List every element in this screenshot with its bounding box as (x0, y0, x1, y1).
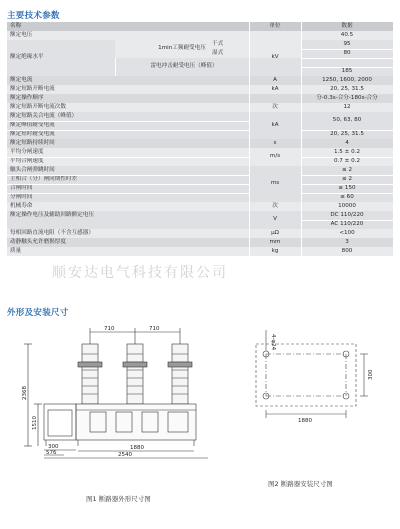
row-name: 额定短路开断电流 (10, 85, 55, 92)
timing-value4: ≤ 60 (340, 193, 354, 200)
fig1-dim-2368: 2368 (22, 386, 28, 400)
insulation-sub1: 1min工频耐受电压 (158, 45, 206, 52)
aux-voltage-value1: DC 110/220 (330, 211, 364, 218)
speed-value1: 1.5 ± 0.2 (333, 148, 361, 155)
fig1-dim-710a: 710 (104, 326, 115, 332)
speed-value2: 0.7 ± 0.2 (333, 157, 361, 164)
table-row (7, 103, 393, 112)
aux-voltage-block (7, 211, 393, 229)
insulation-unit: kV (271, 54, 279, 61)
insulation-block (7, 40, 393, 76)
fig1-dim-1880: 1880 (130, 445, 144, 451)
row-value: 20, 25, 31.5 (330, 85, 364, 92)
insulation-lightning-value: 185 (341, 67, 353, 74)
timing-name1: 触头合闸弹跳时间 (10, 166, 55, 173)
making-name3: 额定短时耐受电流 (10, 130, 55, 137)
row-value: 10000 (338, 202, 356, 209)
timing-value2: ≤ 2 (341, 175, 353, 182)
table-row (7, 229, 393, 238)
row-value: 分-0.3s-合分-180s-合分 (316, 94, 378, 101)
row-value: 1250, 1600, 2000 (322, 76, 372, 83)
fig2-dim-hole: 4-φ24 (270, 334, 276, 351)
making-value12: 50, 63, 80 (332, 117, 362, 124)
row-unit: mm (269, 238, 281, 245)
fig1-caption: 图1 断路器外形尺寸图 (86, 495, 151, 503)
row-name: 质量 (10, 247, 22, 254)
timing-block (7, 166, 393, 202)
fig2-dim-1880: 1880 (298, 418, 312, 424)
fig1-dim-576: 576 (46, 450, 57, 456)
making-unit: kA (271, 121, 279, 128)
timing-value3: ≤ 150 (338, 184, 356, 191)
table-row (7, 139, 393, 148)
row-unit: s (273, 139, 277, 146)
timing-name2: 主相合（分）闸同期性时差 (10, 175, 78, 182)
speed-name2: 平均合闸速度 (10, 157, 44, 164)
row-value: 3 (345, 238, 349, 245)
row-name: 额定短路持续时间 (10, 139, 55, 146)
insulation-sub2: 雷电冲击耐受电压（峰值） (150, 63, 218, 70)
fig2-dim-300: 300 (368, 369, 374, 380)
row-name: 动静触头允许磨损厚度 (10, 238, 66, 245)
timing-value1: ≤ 2 (341, 166, 353, 173)
table-row (7, 85, 393, 94)
section-title-dimensions: 外形及安装尺寸 (7, 308, 69, 318)
aux-voltage-unit: V (273, 216, 277, 223)
table-row (7, 202, 393, 211)
row-name: 额定操作顺序 (10, 94, 44, 101)
making-block (7, 112, 393, 139)
section-title-specs: 主要技术参数 (7, 11, 60, 21)
table-row (7, 31, 393, 40)
row-value: 12 (343, 103, 351, 110)
row-unit: kA (271, 85, 279, 92)
timing-name3: 合闸时间 (10, 184, 33, 191)
fig1-outline-drawing (18, 322, 228, 462)
speed-name1: 平均分闸速度 (10, 148, 44, 155)
fig1-dim-300: 300 (48, 444, 59, 450)
insulation-wet-value: 80 (343, 49, 351, 56)
insulation-dry: 干式 (212, 40, 224, 47)
table-row (7, 76, 393, 85)
fig1-dim-710b: 710 (149, 326, 160, 332)
table-row (7, 238, 393, 247)
row-unit: kg (271, 247, 279, 254)
row-name: 每相回路直流电阻（不含互感器） (10, 229, 94, 236)
row-name: 额定短路开断电流次数 (10, 103, 66, 110)
aux-voltage-value2: AC 110/220 (330, 220, 364, 227)
watermark-text: 顺安达电气科技有限公司 (52, 265, 228, 281)
table-row (7, 94, 393, 103)
making-value3: 20, 25, 31.5 (330, 130, 364, 137)
row-unit: 次 (272, 202, 278, 209)
timing-unit: ms (270, 180, 280, 187)
table-row (7, 247, 393, 256)
row-unit: μΩ (271, 229, 279, 236)
header-name: 名称 (10, 22, 22, 29)
making-name1: 额定短路关合电流（峰值） (10, 112, 78, 119)
fig1-dim-2540: 2540 (118, 452, 132, 458)
fig2-caption: 图2 断路器安装尺寸图 (268, 480, 333, 488)
row-unit: 次 (272, 103, 278, 110)
insulation-dry-value: 95 (343, 40, 351, 47)
insulation-label: 额定绝缘水平 (10, 54, 44, 61)
row-value: <100 (339, 229, 355, 236)
row-value: 4 (345, 139, 349, 146)
row-name: 额定电压 (10, 31, 33, 38)
row-unit: A (273, 76, 277, 83)
speed-block (7, 148, 393, 166)
speed-unit: m/s (269, 153, 281, 160)
row-name: 机械寿命 (10, 202, 33, 209)
row-name: 额定电流 (10, 76, 33, 83)
header-value: 数据 (341, 22, 353, 29)
table-header (7, 22, 393, 31)
fig1-dim-1510: 1510 (32, 416, 38, 430)
timing-name4: 分闸时间 (10, 193, 33, 200)
aux-voltage-name: 额定操作电压及辅助回路额定电压 (10, 211, 94, 218)
making-name2: 额定峰值耐受电流 (10, 121, 55, 128)
row-value: 40.5 (340, 31, 354, 38)
header-unit: 单位 (269, 22, 281, 29)
fig2-mounting-drawing (236, 322, 396, 462)
insulation-wet: 湿式 (212, 49, 224, 56)
row-value: 800 (341, 247, 353, 254)
